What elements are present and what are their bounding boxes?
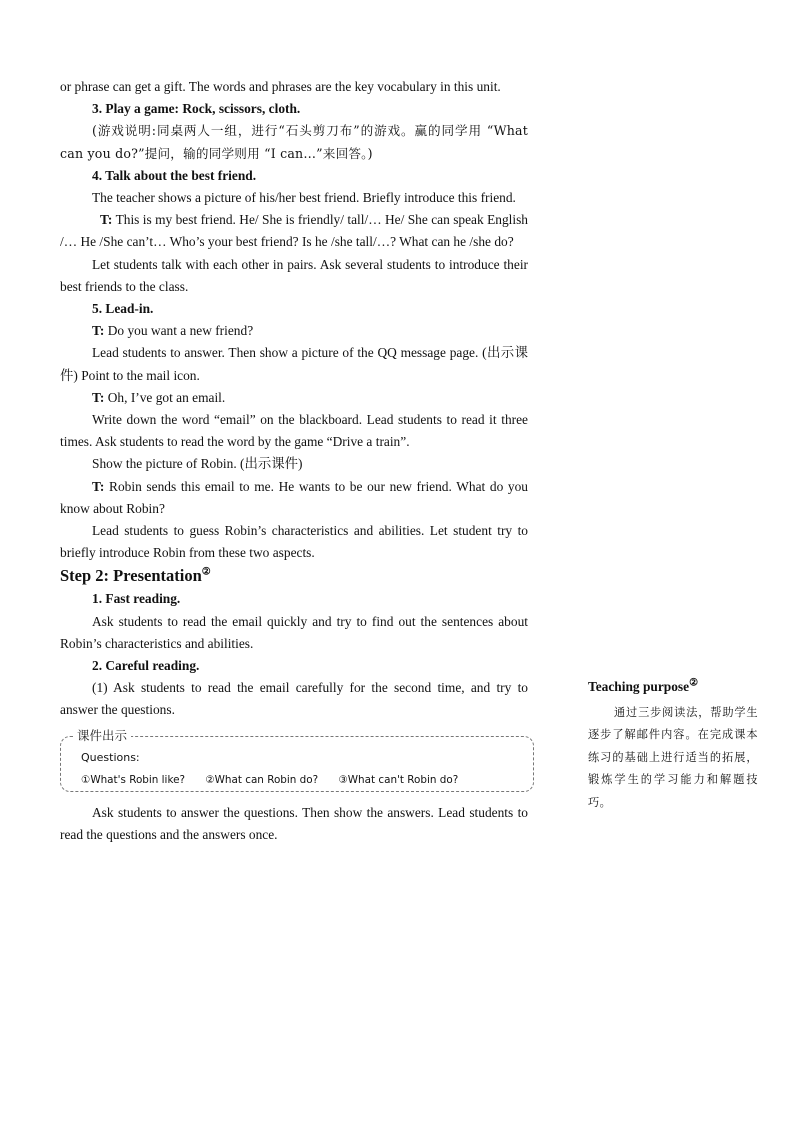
paragraph: (1) Ask students to read the email carefully for the second time, and try to answer the questions. — [60, 680, 528, 718]
paragraph: The teacher shows a picture of his/her best friend. Briefly introduce this friend. — [92, 190, 516, 206]
section-heading: 1. Fast reading. — [92, 591, 181, 607]
question-item: ②What can Robin do? — [205, 773, 319, 786]
paragraph: Write down the word “email” on the blackboard. Lead students to read it three times. Ask students to read the word by the game “Drive a train”. — [60, 412, 528, 450]
paragraph: Let students talk with each other in pairs. Ask several students to introduce their best friends to the class. — [60, 256, 528, 294]
teacher-dialogue — [60, 476, 528, 520]
teaching-purpose-note — [588, 676, 758, 814]
questions-list — [81, 773, 475, 787]
question-item: ③What can't Robin do? — [338, 773, 459, 786]
footnote-mark: ② — [689, 677, 699, 689]
paragraph: Lead students to answer. Then show a picture of the QQ message page. (出示课件) Point to the mail icon. — [60, 345, 528, 383]
paragraph: Ask students to answer the questions. Then show the answers. Lead students to read the questions and the answers once. — [60, 804, 528, 842]
questions-title: Questions: — [81, 750, 140, 764]
dialogue-text: Robin sends this email to me. He wants to be our new friend. What do you know about Robin? — [60, 478, 528, 516]
lesson-body — [60, 76, 528, 846]
dialogue-text: Oh, I’ve got an email. — [104, 389, 226, 405]
paragraph: Lead students to guess Robin’s characteristics and abilities. Let student try to briefly introduce Robin from these two aspects. — [60, 523, 528, 561]
note-title — [588, 676, 758, 698]
paragraph: or phrase can get a gift. The words and phrases are the key vocabulary in this unit. — [60, 79, 501, 94]
courseware-box — [60, 727, 534, 792]
note-title-text: Teaching purpose — [588, 679, 690, 694]
step-heading — [60, 564, 528, 588]
note-text: 通过三步阅读法，帮助学生逐步了解邮件内容。在完成课本练习的基础上进行适当的拓展，锻炼学生的学习能力和解题技巧。 — [588, 706, 758, 809]
speaker-label: T: — [100, 212, 113, 228]
speaker-label: T: — [92, 478, 105, 494]
paragraph: Ask students to read the email quickly and try to find out the sentences about Robin’s characteristics and abilities. — [60, 613, 528, 651]
speaker-label: T: — [92, 323, 105, 339]
courseware-tag: 课件出示 — [73, 727, 131, 745]
game-instructions: (游戏说明:同桌两人一组，进行“石头剪刀布”的游戏。赢的同学用 “What can you do?”提问，输的同学则用 “I can…”来回答。) — [60, 123, 528, 161]
step-title: Step 2: Presentation — [60, 566, 202, 586]
teacher-dialogue — [60, 209, 528, 253]
section-heading: 5. Lead-in. — [92, 301, 154, 317]
teacher-dialogue — [60, 387, 528, 409]
dialogue-text: This is my best friend. He/ She is friendly/ tall/… He/ She can speak English /… He /She can’t… Who’s your best friend? Is he /she tall/…? What can he /she do? — [60, 212, 528, 250]
footnote-mark: ② — [201, 566, 211, 578]
teacher-dialogue — [60, 320, 528, 342]
section-heading: 2. Careful reading. — [92, 658, 200, 674]
question-item: ①What's Robin like? — [81, 773, 185, 786]
paragraph: Show the picture of Robin. (出示课件) — [92, 456, 303, 472]
speaker-label: T: — [92, 389, 105, 405]
dialogue-text: Do you want a new friend? — [104, 323, 254, 339]
section-heading: 4. Talk about the best friend. — [92, 167, 257, 183]
section-heading: 3. Play a game: Rock, scissors, cloth. — [92, 101, 301, 117]
